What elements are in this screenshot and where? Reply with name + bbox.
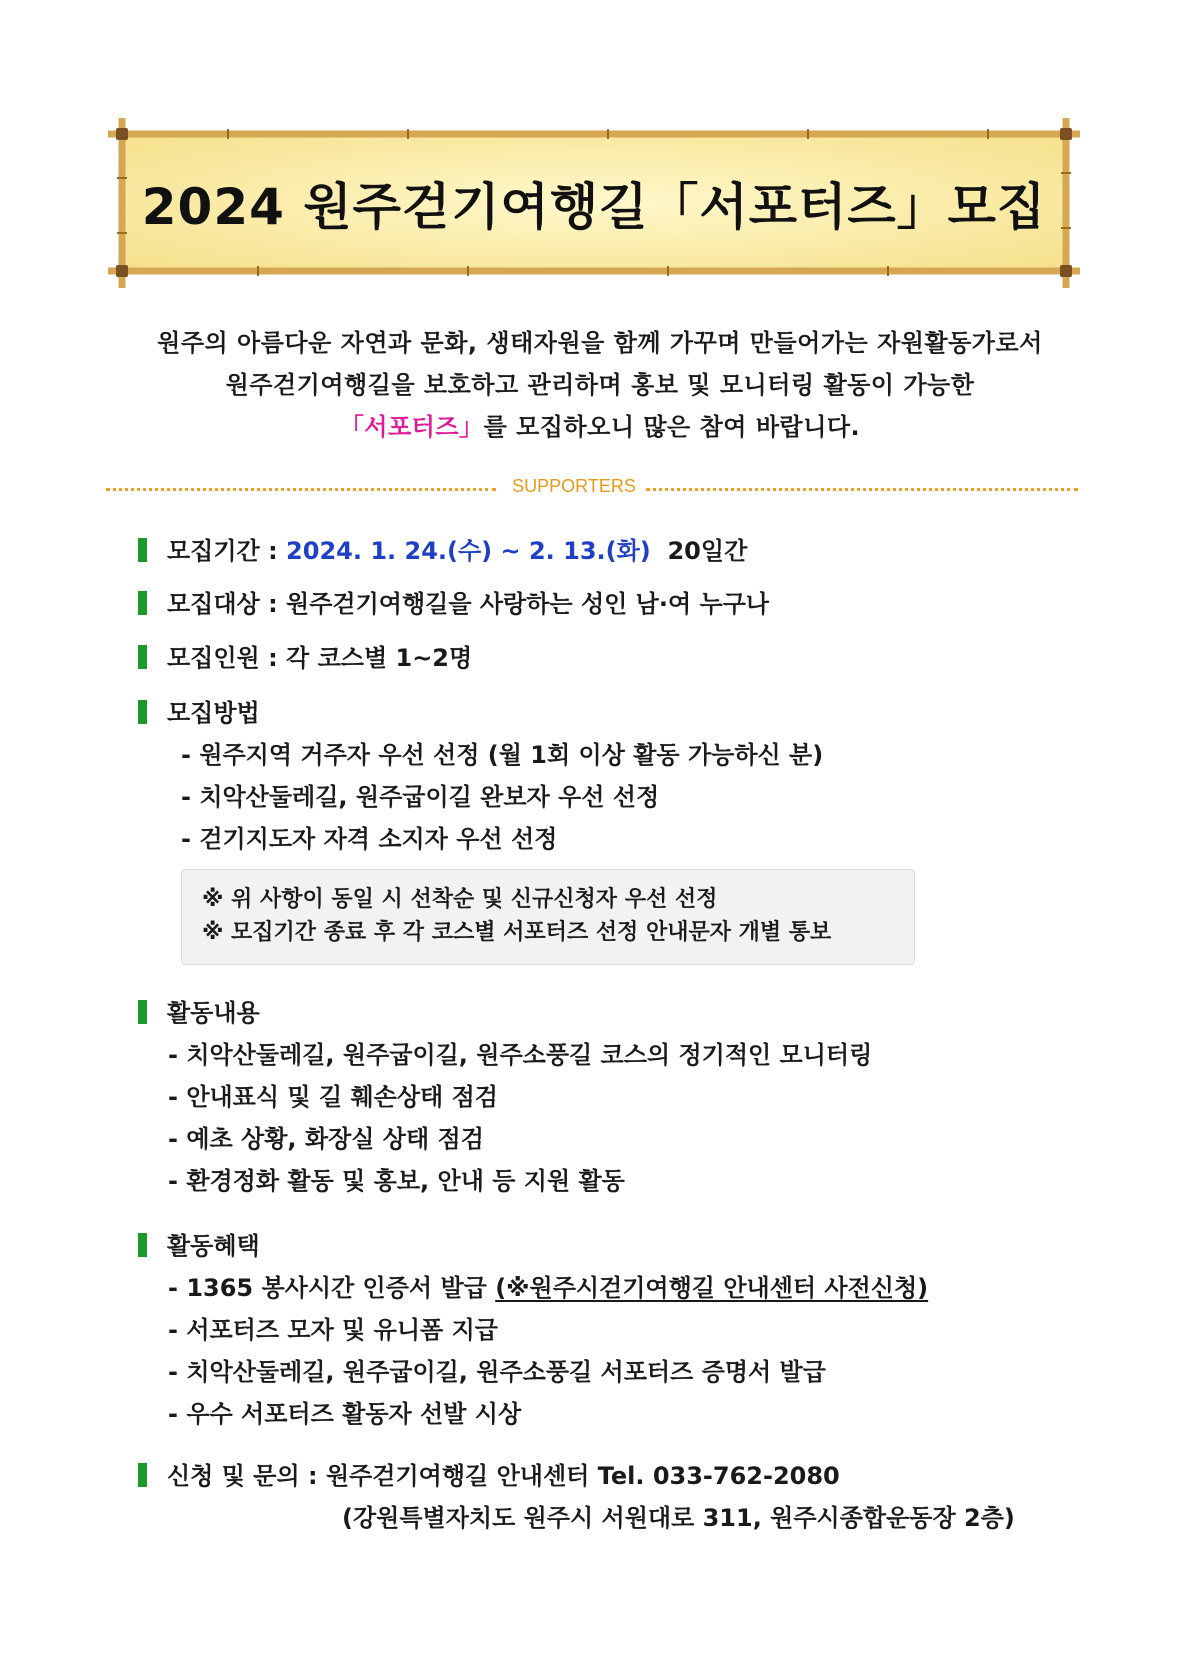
bullet-bar-icon: [138, 1233, 147, 1257]
method-note: ※ 모집기간 종료 후 각 코스별 서포터즈 선정 안내문자 개별 통보: [202, 920, 832, 945]
benefit-item: - 우수 서포터즈 활동자 선발 시상: [168, 1400, 522, 1428]
bullet-bar-icon: [138, 538, 147, 562]
divider-label: SUPPORTERS: [512, 476, 636, 496]
method-item: - 걷기지도자 자격 소지자 우선 선정: [181, 825, 558, 853]
recruit-target: [138, 588, 769, 620]
activities-heading-row: [138, 997, 260, 1029]
section-divider: [106, 476, 1078, 500]
intro-line-1: 원주의 아름다운 자연과 문화, 생태자원을 함께 가꾸며 만들어가는 자원활동가로서: [157, 329, 1043, 357]
intro-paragraph: [0, 322, 1200, 448]
bullet-bar-icon: [138, 645, 147, 669]
bullet-bar-icon: [138, 591, 147, 615]
activity-item: - 치악산둘레길, 원주굽이길, 원주소풍길 코스의 정기적인 모니터링: [168, 1041, 873, 1069]
benefits-heading-row: [138, 1230, 260, 1262]
contact-address: (강원특별자치도 원주시 서원대로 311, 원주시종합운동장 2층): [342, 1504, 1015, 1532]
benefit-item: - 서포터즈 모자 및 유니폼 지급: [168, 1316, 498, 1344]
supporters-highlight: 「서포터즈」: [339, 413, 484, 441]
recruit-headcount: [138, 642, 472, 674]
bullet-bar-icon: [138, 700, 147, 724]
benefit-item: [168, 1272, 928, 1304]
bullet-bar-icon: [138, 1463, 147, 1487]
method-heading: 모집방법: [167, 699, 260, 727]
divider-line-right: [646, 488, 1078, 491]
activity-item: - 안내표식 및 길 훼손상태 점검: [168, 1083, 498, 1111]
method-item: - 치악산둘레길, 원주굽이길 완보자 우선 선정: [181, 783, 660, 811]
recruit-period: [138, 535, 747, 567]
activities-heading: 활동내용: [167, 999, 260, 1027]
recruit-method-heading: [138, 697, 260, 729]
intro-line-2: 원주걷기여행길을 보호하고 관리하며 홍보 및 모니터링 활동이 가능한: [225, 371, 975, 399]
contact-text: 신청 및 문의 : 원주걷기여행길 안내센터 Tel. 033-762-2080: [167, 1462, 840, 1490]
divider-line-left: [106, 488, 496, 491]
contact-row: [138, 1460, 840, 1492]
benefit-item-note: (※원주시걷기여행길 안내센터 사전신청): [495, 1274, 929, 1302]
benefit-item-text: - 1365 봉사시간 인증서 발급: [168, 1274, 496, 1302]
period-label: 모집기간 :: [167, 537, 287, 565]
activity-item: - 예초 상황, 화장실 상태 점검: [168, 1125, 484, 1153]
bullet-bar-icon: [138, 1000, 147, 1024]
intro-line-3: [0, 406, 1200, 448]
title-banner: [108, 118, 1080, 288]
headcount-text: 모집인원 : 각 코스별 1~2명: [167, 644, 473, 672]
method-note-box: [181, 869, 915, 965]
intro-line-3-rest: 를 모집하오니 많은 참여 바랍니다.: [483, 413, 861, 441]
activity-item: - 환경정화 활동 및 홍보, 안내 등 지원 활동: [168, 1167, 625, 1195]
period-dates: 2024. 1. 24.(수) ~ 2. 13.(화): [286, 537, 651, 565]
period-duration: 20일간: [667, 537, 748, 565]
benefit-item: - 치악산둘레길, 원주굽이길, 원주소풍길 서포터즈 증명서 발급: [168, 1358, 826, 1386]
method-note: ※ 위 사항이 동일 시 선착순 및 신규신청자 우선 선정: [202, 887, 718, 912]
method-item: - 원주지역 거주자 우선 선정 (월 1회 이상 활동 가능하신 분): [181, 741, 824, 769]
benefits-heading: 활동혜택: [167, 1232, 260, 1260]
target-text: 모집대상 : 원주걷기여행길을 사랑하는 성인 남·여 누구나: [167, 590, 770, 618]
page-title: 2024 원주걷기여행길「서포터즈」모집: [141, 178, 1047, 236]
